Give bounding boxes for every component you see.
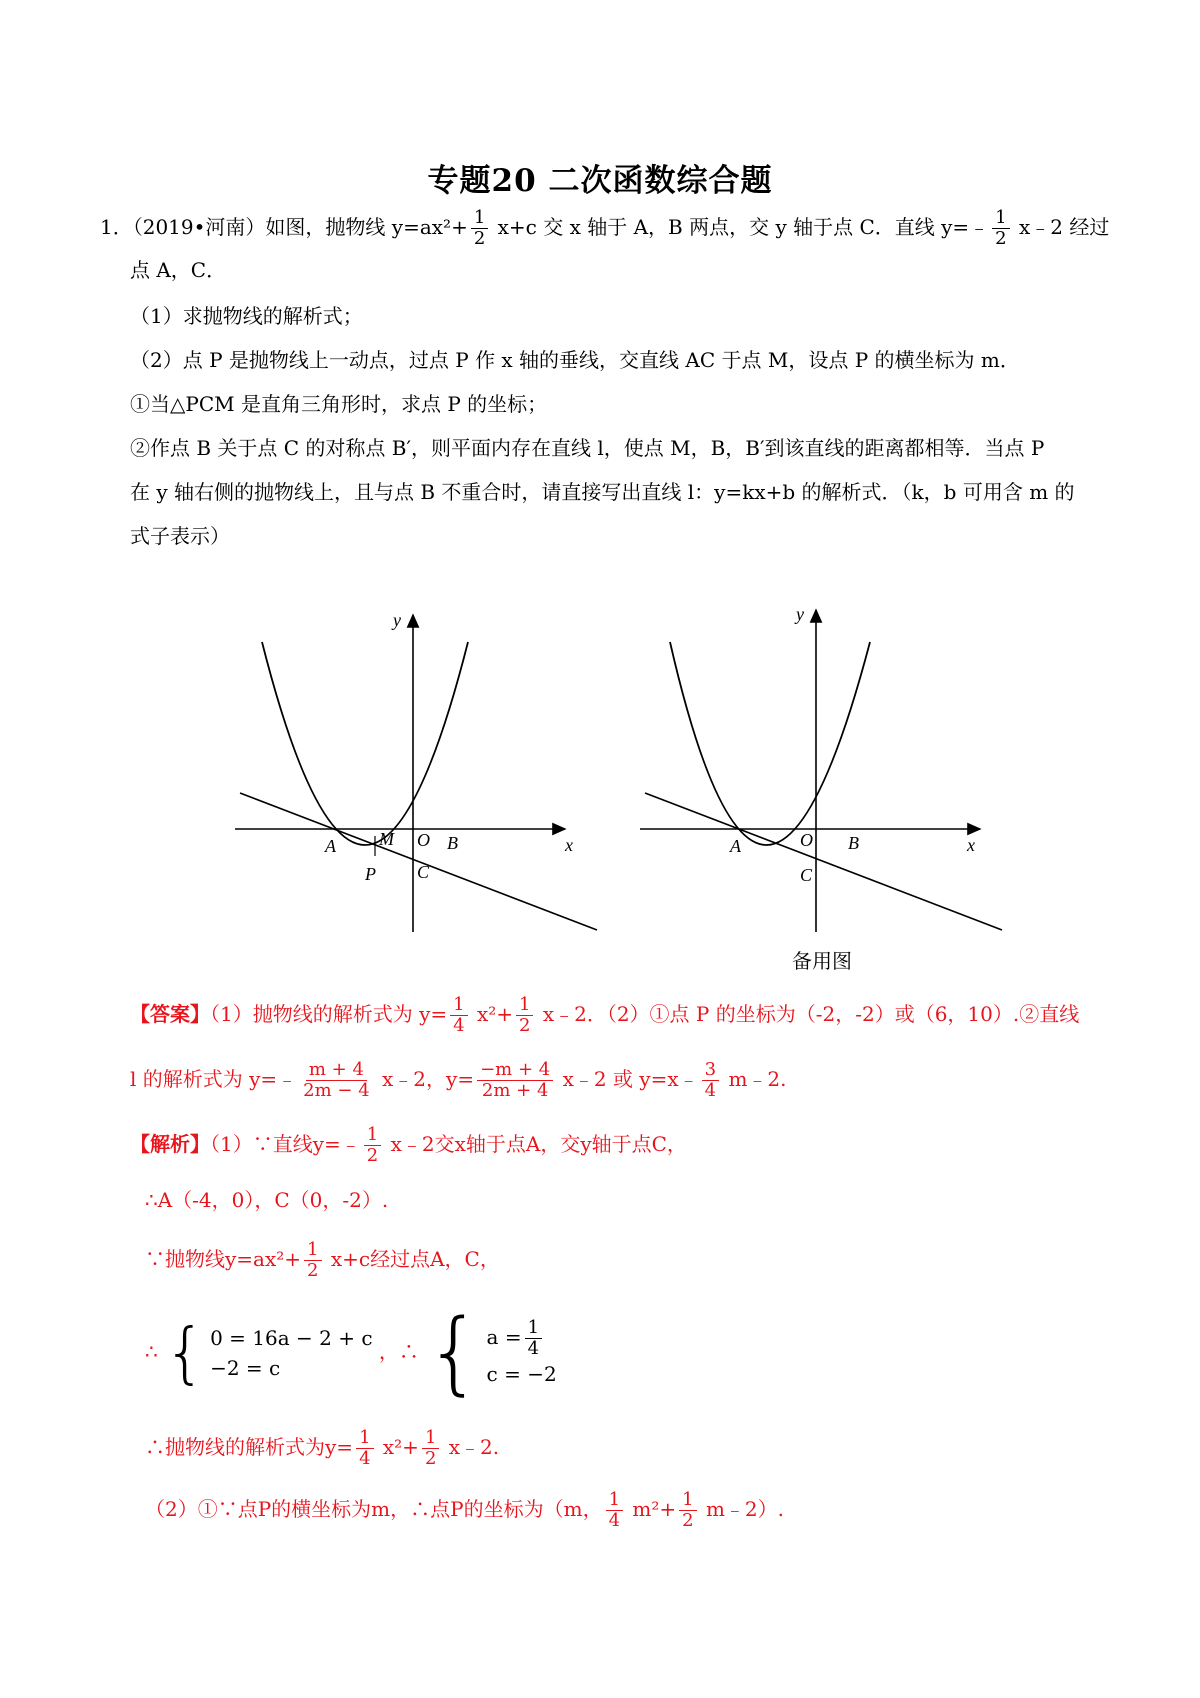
figure-main bbox=[235, 610, 597, 932]
answer-text: l 的解析式为 y=﹣ bbox=[130, 1067, 298, 1091]
system-rows bbox=[210, 1323, 372, 1383]
fraction-denominator: 2 bbox=[519, 1015, 531, 1036]
question-line-2: 点 A，C． bbox=[130, 258, 227, 282]
fraction-numerator: −m + 4 bbox=[477, 1060, 553, 1081]
label-c: C bbox=[417, 862, 430, 882]
fraction-denominator: 4 bbox=[359, 1448, 371, 1469]
answer-line-2 bbox=[130, 1060, 787, 1101]
answer-text: x²+ bbox=[470, 1002, 514, 1026]
answer-text: x﹣2．（2）①点 P 的坐标为（-2，-2）或（6，10）.②直线 bbox=[536, 1002, 1080, 1026]
fraction bbox=[702, 1060, 719, 1101]
separator: ，∴ bbox=[378, 1339, 419, 1364]
fraction-numerator: 1 bbox=[606, 1490, 623, 1511]
analysis-text: m²+ bbox=[626, 1497, 677, 1521]
figure-backup bbox=[640, 604, 1002, 932]
fraction bbox=[477, 1060, 553, 1101]
system-row: −2 = c bbox=[210, 1356, 281, 1380]
line-ac bbox=[645, 793, 1002, 930]
fraction bbox=[606, 1490, 623, 1531]
fraction-denominator: 4 bbox=[453, 1015, 465, 1036]
fraction-denominator: 2 bbox=[366, 1145, 379, 1166]
fraction bbox=[300, 1060, 373, 1101]
label-p: P bbox=[365, 864, 376, 884]
system-rows bbox=[487, 1318, 557, 1389]
fraction-numerator: 1 bbox=[304, 1240, 321, 1261]
label-x: x bbox=[565, 835, 573, 855]
fraction-numerator: 1 bbox=[356, 1428, 373, 1449]
analysis-text: x²+ bbox=[376, 1435, 419, 1459]
answer-text: （1）抛物线的解析式为 y= bbox=[210, 1002, 448, 1026]
fraction bbox=[422, 1428, 439, 1469]
fraction-numerator: m + 4 bbox=[306, 1060, 367, 1081]
fraction-denominator: 2 bbox=[424, 1448, 437, 1469]
label-m: M bbox=[379, 829, 394, 849]
question-part-1: （1）求抛物线的解析式； bbox=[130, 304, 363, 328]
fraction-denominator: 4 bbox=[608, 1510, 621, 1531]
fraction bbox=[516, 995, 533, 1036]
analysis-text: x﹣2交x轴于点A，交y轴于点C， bbox=[384, 1132, 687, 1156]
question-sub-1: ①当△PCM 是直角三角形时，求点 P 的坐标； bbox=[130, 392, 548, 416]
fraction bbox=[679, 1490, 696, 1531]
analysis-text: ∵抛物线y=ax²+ bbox=[145, 1247, 302, 1271]
answer-text: x﹣2 或 y=x﹣ bbox=[556, 1067, 699, 1091]
fraction-numerator: 1 bbox=[364, 1125, 381, 1146]
fraction-numerator: 1 bbox=[525, 1318, 542, 1339]
label-a: A bbox=[325, 836, 336, 856]
analysis-text: ∴抛物线的解析式为y= bbox=[145, 1435, 354, 1459]
label-o: O bbox=[417, 830, 430, 850]
page-title: 专题20 二次函数综合题 bbox=[427, 163, 773, 199]
question-sub-2-line-1: ②作点 B 关于点 C 的对称点 B′，则平面内存在直线 l，使点 M，B，B′到该直线的距离都相等．当点 P bbox=[130, 436, 1045, 460]
label-x: x bbox=[967, 835, 975, 855]
fraction-denominator: 4 bbox=[704, 1080, 717, 1101]
analysis-line-3 bbox=[145, 1240, 500, 1281]
equation-system-2 bbox=[425, 1300, 557, 1405]
answer-tag: 【答案】 bbox=[130, 1002, 210, 1026]
label-b: B bbox=[447, 833, 458, 853]
answer-line-1 bbox=[130, 995, 1079, 1036]
fraction-denominator: 2 bbox=[307, 1260, 319, 1281]
question-text: x+c 交 x 轴于 A，B 两点，交 y 轴于点 C．直线 y=﹣ bbox=[491, 215, 990, 239]
fraction-numerator: 1 bbox=[450, 995, 467, 1016]
fraction bbox=[364, 1125, 381, 1166]
left-brace: { bbox=[164, 1314, 207, 1391]
label-a: A bbox=[730, 836, 741, 856]
label-o: O bbox=[800, 830, 813, 850]
analysis-text: （1）∵直线y=﹣ bbox=[210, 1132, 361, 1156]
system-row: c = −2 bbox=[486, 1361, 557, 1386]
analysis-text: x+c经过点A，C， bbox=[324, 1247, 500, 1271]
analysis-line-2: ∴A（-4，0），C（0，-2）. bbox=[145, 1188, 389, 1212]
fraction-denominator: 2m + 4 bbox=[481, 1080, 549, 1101]
fraction bbox=[356, 1428, 373, 1469]
fraction bbox=[304, 1240, 321, 1281]
question-sub-2-line-3: 式子表示） bbox=[130, 524, 230, 548]
fraction bbox=[450, 995, 467, 1036]
fraction-denominator: 2 bbox=[473, 228, 486, 249]
fraction-denominator: 4 bbox=[527, 1337, 540, 1359]
analysis-line-5 bbox=[145, 1428, 499, 1469]
therefore-symbol: ∴ bbox=[145, 1339, 158, 1364]
fraction-numerator: 1 bbox=[992, 208, 1009, 229]
analysis-tag: 【解析】 bbox=[130, 1132, 210, 1156]
label-y: y bbox=[393, 610, 401, 630]
question-number: 1． bbox=[100, 215, 133, 239]
fraction-numerator: 1 bbox=[516, 995, 533, 1016]
fraction-numerator: 1 bbox=[679, 1490, 696, 1511]
equation-system-1 bbox=[164, 1314, 373, 1391]
question-sub-2-line-2: 在 y 轴右侧的抛物线上，且与点 B 不重合时，请直接写出直线 l：y=kx+b 的解析式．（k，b 可用含 m 的 bbox=[130, 480, 1075, 504]
left-brace: { bbox=[425, 1300, 483, 1405]
label-b: B bbox=[848, 833, 859, 853]
equation-systems bbox=[145, 1300, 557, 1405]
answer-text: m﹣2. bbox=[722, 1067, 787, 1091]
fraction-numerator: 1 bbox=[422, 1428, 439, 1449]
parabola-curve bbox=[262, 642, 468, 845]
system-row: 0 = 16a − 2 + c bbox=[210, 1326, 373, 1350]
analysis-text: （2）①∵点P的横坐标为m，∴点P的坐标为（m， bbox=[145, 1497, 603, 1521]
answer-text: x﹣2，y= bbox=[375, 1067, 475, 1091]
question-part-2: （2）点 P 是抛物线上一动点，过点 P 作 x 轴的垂线，交直线 AC 于点 M，设点 P 的横坐标为 m． bbox=[130, 348, 1020, 372]
figure-caption: 备用图 bbox=[792, 949, 852, 973]
fraction-denominator: 2 bbox=[682, 1510, 694, 1531]
fraction-numerator: 3 bbox=[702, 1060, 719, 1081]
label-c: C bbox=[800, 865, 813, 885]
question-text: x﹣2 经过 bbox=[1012, 215, 1110, 239]
analysis-text: x﹣2. bbox=[442, 1435, 500, 1459]
system-row-text: a = bbox=[486, 1324, 522, 1349]
fraction-numerator: 1 bbox=[471, 208, 488, 229]
fraction-denominator: 2 bbox=[995, 228, 1007, 249]
analysis-line-1 bbox=[130, 1125, 687, 1166]
fraction bbox=[525, 1318, 542, 1359]
fraction-denominator: 2m − 4 bbox=[303, 1080, 370, 1101]
question-text: （2019•河南）如图，抛物线 y=ax²+ bbox=[132, 215, 468, 239]
analysis-text: m﹣2）. bbox=[699, 1497, 784, 1521]
label-y: y bbox=[796, 604, 804, 624]
analysis-line-6 bbox=[145, 1490, 784, 1531]
system-row bbox=[487, 1318, 557, 1359]
